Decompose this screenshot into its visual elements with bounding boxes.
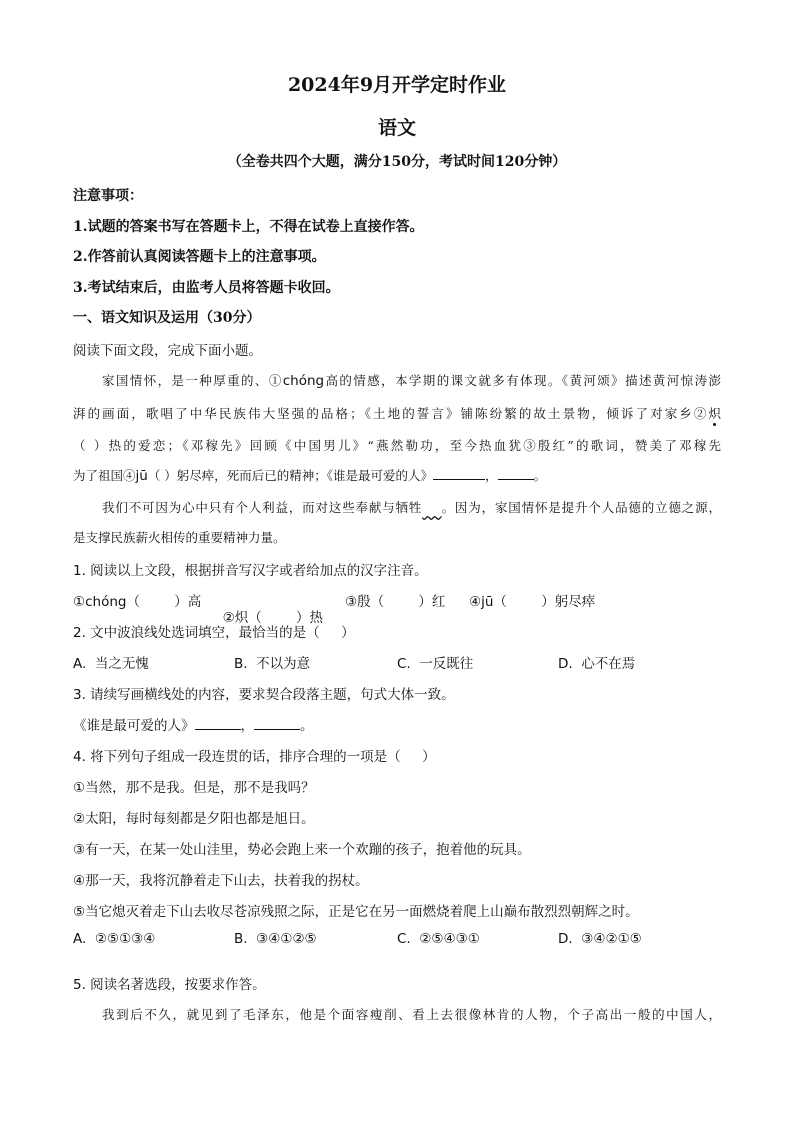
passage-text: 高的情感，本学期的课文就多有体现。《黄河颂》描述黄河惊涛澎: [324, 373, 721, 388]
passage-line-6: 是支撑民族薪火相传的重要精神力量。: [73, 530, 286, 545]
q4-option-b[interactable]: B. ③④①②⑤: [234, 931, 317, 947]
dotted-char-chi: 炽: [708, 406, 721, 421]
subject-title: 语文: [377, 117, 416, 139]
q2-option-c[interactable]: C. 一反既往: [397, 656, 474, 672]
q5-stem: 5. 阅读名著选段，按要求作答。: [73, 977, 266, 993]
passage-text: ，: [485, 468, 498, 483]
q4-sentence-2: ②太阳，每时每刻都是夕阳也都是旭日。: [73, 811, 315, 827]
pinyin-ju: jū: [135, 468, 148, 484]
q4-sentence-3: ③有一天，在某一处山洼里，势必会跑上来一个欢蹦的孩子，抱着他的玩具。: [73, 842, 531, 858]
passage-text: 。: [533, 468, 547, 483]
passage-line-2: [73, 404, 721, 422]
q4-sentence-1: ①当然，那不是我。但是，那不是我吗？: [73, 780, 315, 796]
q4-option-a[interactable]: A. ②⑤①③④: [73, 931, 156, 947]
passage-line-5: [102, 498, 721, 516]
q3-blank-1[interactable]: [195, 717, 241, 730]
q1-stem: 1. 阅读以上文段，根据拼音写汉字或者给加点的汉字注音。: [73, 563, 428, 579]
section-1-heading: 一、语文知识及运用（30分）: [73, 310, 261, 326]
notice-item-1: 1.试题的答案书写在答题卡上，不得在试卷上直接作答。: [73, 219, 424, 235]
q1-part-2-text: ②炽（ ）热: [222, 610, 324, 626]
q3-stem: 3. 请续写画横线处的内容，要求契合段落主题，句式大体一致。: [73, 687, 455, 703]
q5-excerpt: 我到后不久，就见到了毛泽东，他是个面容瘦削、看上去很像林肯的人物，个子高出一般的中国人，: [102, 1007, 721, 1022]
passage-line-1: [102, 371, 721, 389]
page-title: 2024年9月开学定时作业: [287, 74, 507, 96]
section-1-instruction: 阅读下面文段，完成下面小题。: [73, 343, 262, 359]
q1-part-1: ①chóng（ ）高: [73, 594, 202, 610]
answer-blank[interactable]: [433, 467, 485, 480]
q3-text: 。: [300, 718, 314, 734]
exam-note: （全卷共四个大题，满分150分，考试时间120分钟）: [227, 154, 567, 170]
passage-text: 为了祖国④: [73, 468, 136, 483]
passage-text: 湃的画面，歌唱了中华民族伟大坚强的品格；《土地的誓言》铺陈纷繁的故土景物，倾诉了对家乡②: [73, 406, 709, 421]
answer-blank[interactable]: [498, 467, 534, 480]
q4-stem: 4. 将下列句子组成一段连贯的话，排序合理的一项是（ ）: [73, 749, 436, 765]
q2-option-b[interactable]: B. 不以为意: [234, 656, 311, 672]
q1-part-4: ④jū（ ）躬尽瘁: [469, 594, 596, 610]
q3-answer-line: [73, 714, 314, 734]
passage-text: 家国情怀，是一种厚重的、①: [102, 373, 283, 388]
q4-option-d[interactable]: D. ③④②①⑤: [558, 931, 642, 947]
passage-text: （ ）躬尽瘁，死而后已的精神；《谁是最可爱的人》: [147, 468, 434, 483]
notice-item-2: 2.作答前认真阅读答题卡上的注意事项。: [73, 249, 326, 265]
passage-text: 我们不可因为心中只有个人利益，而对这些奉献与牺牲: [102, 500, 423, 515]
q2-stem: 2. 文中波浪线处选词填空，最恰当的是（ ）: [73, 625, 355, 641]
notice-heading: 注意事项：: [73, 188, 143, 204]
passage-line-3: （ ）热的爱恋；《邓稼先》回顾《中国男儿》“燕然勒功，至今热血犹③殷红”的歌词，赞美了邓稼先: [73, 438, 721, 453]
passage-line-4: [73, 466, 546, 484]
q2-option-d[interactable]: D. 心不在焉: [558, 656, 636, 672]
q4-sentence-4: ④那一天，我将沉静着走下山去，扶着我的拐杖。: [73, 873, 369, 889]
q4-sentence-5: ⑤当它熄灭着走下山去收尽苍凉残照之际，正是它在另一面燃烧着爬上山巅布散烈烈朝辉之时。: [73, 904, 639, 920]
q3-text: 《谁是最可爱的人》: [73, 718, 195, 734]
q3-blank-2[interactable]: [254, 717, 300, 730]
q2-option-a[interactable]: A. 当之无愧: [73, 656, 149, 672]
notice-item-3: 3.考试结束后，由监考人员将答题卡收回。: [73, 280, 340, 296]
q4-option-c[interactable]: C. ②⑤④③①: [397, 931, 480, 947]
q1-part-3: ③殷（ ）红: [345, 594, 446, 610]
pinyin-chong: chóng: [282, 373, 325, 389]
wavy-blank[interactable]: [422, 500, 441, 515]
passage-text: 。因为，家国情怀是提升个人品德的立德之源，: [441, 500, 721, 515]
q3-text: ，: [240, 718, 254, 734]
